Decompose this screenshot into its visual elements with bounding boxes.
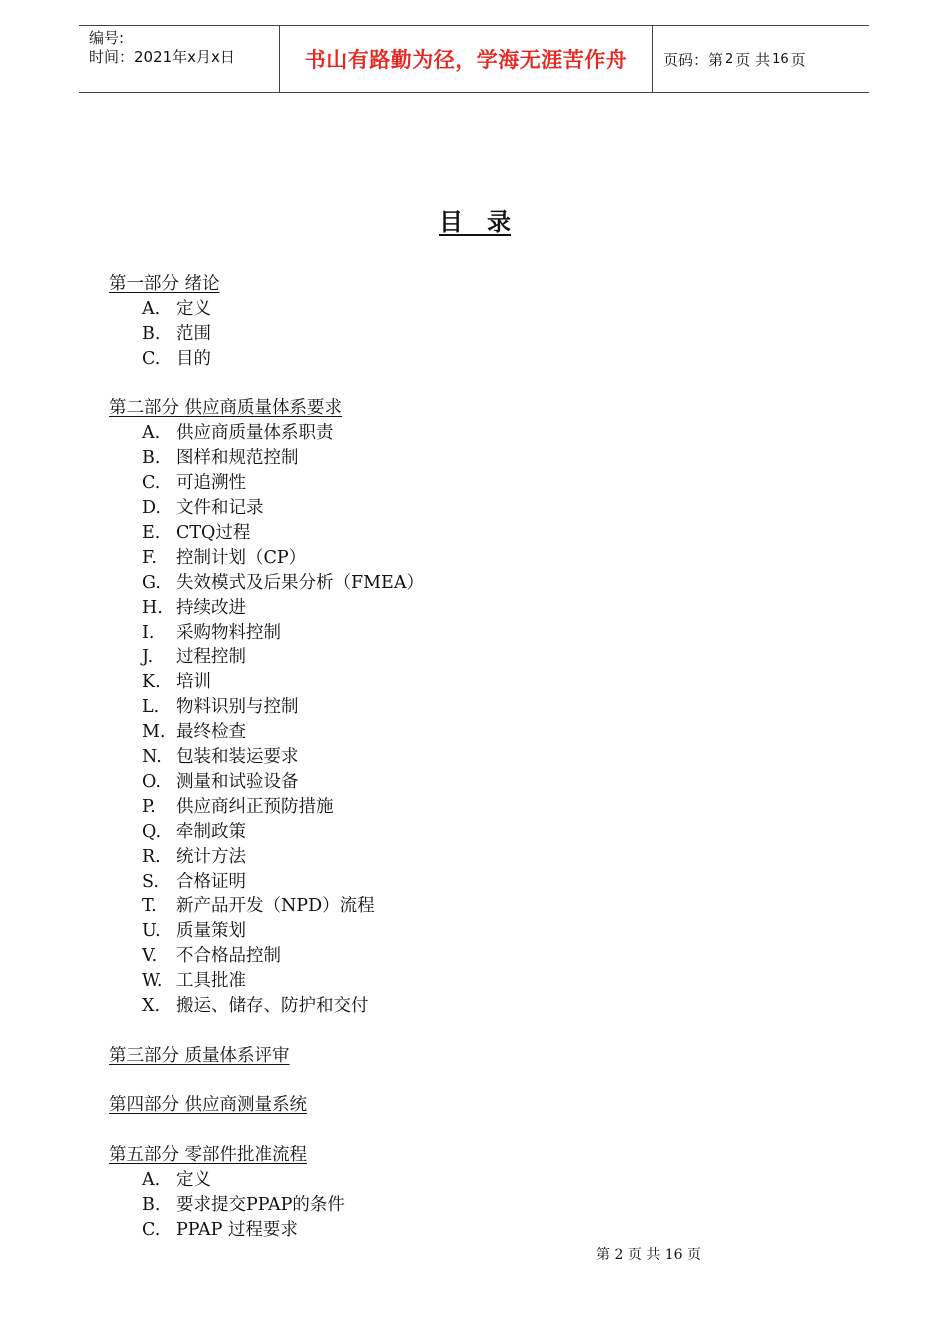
toc-item[interactable]: [109, 596, 809, 621]
toc-item-text: 文件和记录: [176, 498, 264, 519]
toc-item[interactable]: [109, 994, 809, 1019]
toc-item-text: 牵制政策: [176, 821, 246, 842]
toc-item-text: 目的: [176, 348, 211, 369]
toc-item[interactable]: [109, 894, 809, 919]
toc-item[interactable]: [109, 322, 809, 347]
toc-item-text: CTQ过程: [176, 523, 251, 544]
toc-item[interactable]: [109, 421, 809, 446]
toc-item[interactable]: [109, 1168, 809, 1193]
toc-item-letter: I.: [142, 622, 155, 643]
toc-item[interactable]: [109, 919, 809, 944]
toc-part-title: 第四部分 供应商测量系统: [109, 1095, 308, 1116]
toc-item-letter: A.: [142, 1170, 161, 1191]
toc-part-heading[interactable]: [109, 1143, 809, 1168]
table-of-contents: [109, 272, 809, 1243]
toc-item[interactable]: [109, 670, 809, 695]
toc-part-title: 第一部分 绪论: [109, 274, 220, 294]
header-page-end: 页: [790, 50, 806, 69]
header-number-label: 编号:: [89, 29, 125, 47]
toc-item-letter: M.: [142, 722, 166, 743]
toc-item-letter: W.: [142, 971, 163, 992]
toc-item-letter: B.: [142, 323, 161, 344]
toc-item[interactable]: [109, 496, 809, 521]
header-page-label: 页码：第: [663, 50, 724, 69]
toc-part-heading[interactable]: [109, 1093, 809, 1118]
toc-part-title: 第三部分 质量体系评审: [109, 1045, 290, 1066]
toc-item-letter: Q.: [142, 821, 162, 842]
toc-item-text: 统计方法: [176, 846, 246, 867]
toc-item[interactable]: [109, 546, 809, 571]
header-motto: 书山有路勤为径，学海无涯苦作舟: [280, 26, 653, 92]
toc-item-letter: J.: [142, 647, 154, 668]
toc-part-heading[interactable]: [109, 272, 809, 297]
toc-item-letter: D.: [142, 498, 161, 519]
footer-current: 2: [614, 1247, 624, 1263]
toc-part-title: 第二部分 供应商质量体系要求: [109, 398, 343, 419]
toc-item-letter: K.: [142, 672, 161, 693]
toc-part-heading[interactable]: [109, 1044, 809, 1069]
toc-item[interactable]: [109, 770, 809, 795]
toc-item[interactable]: [109, 446, 809, 471]
toc-item-text: 要求提交PPAP的条件: [176, 1195, 345, 1216]
toc-item[interactable]: [109, 621, 809, 646]
toc-item-text: 采购物料控制: [176, 622, 281, 643]
toc-item-text: 供应商质量体系职责: [176, 423, 334, 444]
toc-item-letter: X.: [142, 995, 161, 1016]
toc-item-letter: A.: [142, 299, 161, 319]
toc-item-text: 质量策划: [176, 921, 246, 942]
toc-item[interactable]: [109, 845, 809, 870]
toc-title: 目 录: [439, 207, 511, 236]
header-page-mid: 页 共: [735, 50, 771, 69]
toc-item-text: 范围: [176, 323, 211, 344]
toc-item[interactable]: [109, 720, 809, 745]
toc-item-text: 搬运、储存、防护和交付: [176, 995, 369, 1016]
toc-item-letter: V.: [142, 946, 158, 967]
toc-item-letter: C.: [142, 473, 161, 494]
toc-part-title: 第五部分 零部件批准流程: [109, 1145, 308, 1166]
toc-item[interactable]: [109, 944, 809, 969]
header-info-cell: [79, 26, 280, 92]
header-page-current: 2: [725, 51, 734, 67]
toc-item-letter: G.: [142, 572, 161, 593]
toc-item-text: 失效模式及后果分析（FMEA）: [176, 572, 424, 593]
toc-item-letter: C.: [142, 348, 161, 369]
toc-item-letter: F.: [142, 547, 157, 568]
toc-item-letter: N.: [142, 747, 162, 768]
toc-spacer: [109, 1019, 809, 1044]
toc-item[interactable]: [109, 870, 809, 895]
toc-item[interactable]: [109, 1193, 809, 1218]
toc-item-text: PPAP 过程要求: [176, 1220, 298, 1241]
toc-item[interactable]: [109, 571, 809, 596]
toc-spacer: [109, 1069, 809, 1094]
toc-item-letter: H.: [142, 597, 163, 618]
footer-mid: 页 共: [627, 1247, 661, 1263]
toc-item-letter: S.: [142, 871, 159, 892]
toc-spacer: [109, 1118, 809, 1143]
footer-end: 页: [687, 1247, 702, 1263]
toc-item-text: 供应商纠正预防措施: [176, 796, 334, 817]
toc-item[interactable]: [109, 745, 809, 770]
toc-item-text: 培训: [176, 672, 211, 693]
toc-item-text: 物料识别与控制: [176, 697, 299, 718]
toc-item-text: 可追溯性: [176, 473, 246, 494]
toc-item[interactable]: [109, 695, 809, 720]
toc-item-text: 定义: [176, 1170, 211, 1191]
toc-item[interactable]: [109, 347, 809, 372]
toc-item-letter: B.: [142, 1195, 161, 1216]
toc-item-text: 新产品开发（NPD）流程: [176, 896, 375, 917]
toc-item-text: 图样和规范控制: [176, 448, 299, 469]
toc-item-letter: C.: [142, 1220, 161, 1241]
footer-pre: 第: [596, 1247, 610, 1263]
toc-item-letter: A.: [142, 423, 161, 444]
toc-item[interactable]: [109, 795, 809, 820]
header-time-label: 时间：2021年x月x日: [89, 48, 235, 66]
toc-item[interactable]: [109, 645, 809, 670]
toc-item-letter: B.: [142, 448, 161, 469]
toc-item-text: 合格证明: [176, 871, 246, 892]
toc-spacer: [109, 372, 809, 397]
toc-item-letter: O.: [142, 771, 161, 792]
toc-item-text: 过程控制: [176, 647, 246, 668]
toc-item-text: 测量和试验设备: [176, 771, 299, 792]
page-footer: [596, 1246, 701, 1264]
toc-item[interactable]: [109, 521, 809, 546]
toc-item[interactable]: [109, 297, 809, 322]
toc-item-text: 不合格品控制: [176, 946, 281, 967]
page-header: [79, 25, 869, 93]
toc-item-text: 包装和装运要求: [176, 747, 299, 768]
header-page-cell: [653, 26, 869, 92]
toc-item-text: 定义: [176, 299, 211, 319]
toc-item-text: 最终检查: [176, 722, 246, 743]
toc-item-letter: L.: [142, 697, 160, 718]
toc-item-letter: E.: [142, 523, 161, 544]
header-page-total: 16: [772, 51, 789, 67]
toc-item-letter: T.: [142, 896, 157, 917]
toc-item[interactable]: [109, 969, 809, 994]
toc-item-letter: R.: [142, 846, 161, 867]
toc-item-text: 控制计划（CP）: [176, 547, 307, 568]
toc-item-text: 工具批准: [176, 971, 246, 992]
toc-item[interactable]: [109, 471, 809, 496]
toc-item[interactable]: [109, 820, 809, 845]
toc-item[interactable]: [109, 1218, 809, 1243]
toc-item-text: 持续改进: [176, 597, 246, 618]
toc-part-heading[interactable]: [109, 396, 809, 421]
toc-item-letter: U.: [142, 921, 161, 942]
footer-total: 16: [664, 1247, 683, 1263]
toc-item-letter: P.: [142, 796, 156, 817]
